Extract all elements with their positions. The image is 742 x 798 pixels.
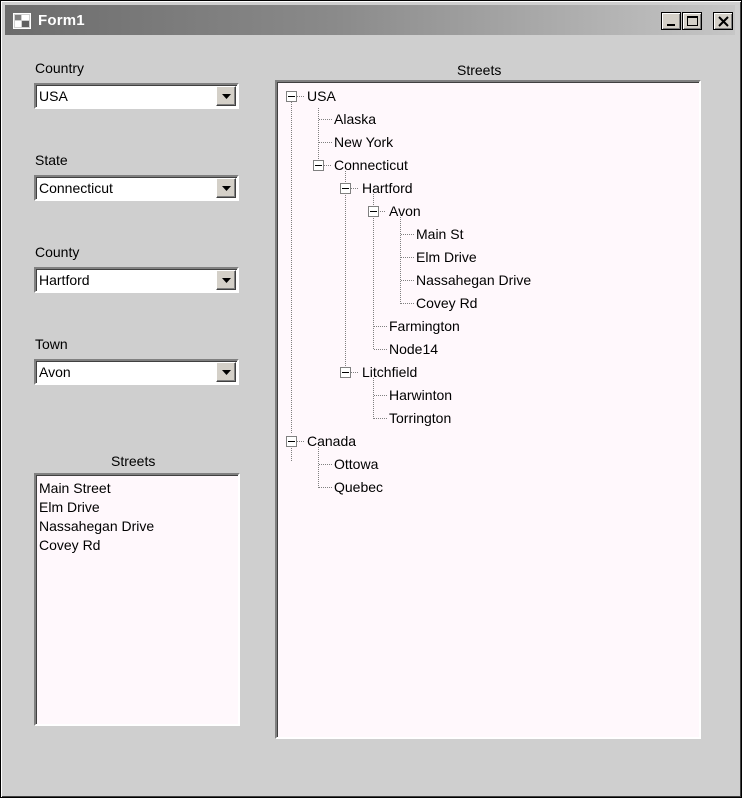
country-label: Country	[35, 60, 85, 76]
chevron-down-icon	[222, 278, 231, 283]
list-item[interactable]: Nassahegan Drive	[39, 518, 155, 534]
county-dropdown-button[interactable]	[216, 270, 236, 290]
minimize-icon	[662, 13, 682, 31]
county-value: Hartford	[39, 272, 90, 288]
tree-node-canada[interactable]: Canada	[307, 433, 357, 449]
state-label: State	[35, 152, 68, 168]
tree-node-alaska[interactable]: Alaska	[334, 111, 377, 127]
tree-node-covey-rd[interactable]: Covey Rd	[416, 295, 478, 311]
streets-list-label: Streets	[111, 453, 156, 469]
collapse-avon-icon[interactable]	[368, 206, 379, 217]
town-value: Avon	[39, 364, 71, 380]
tree-connector-lines	[277, 82, 699, 737]
tree-node-farmington[interactable]: Farmington	[389, 318, 460, 334]
country-value: USA	[39, 88, 68, 104]
tree-node-elm-drive[interactable]: Elm Drive	[416, 249, 477, 265]
town-dropdown-button[interactable]	[216, 362, 236, 382]
country-combo[interactable]	[34, 83, 239, 109]
tree-node-nassahegan-drive[interactable]: Nassahegan Drive	[416, 272, 532, 288]
tree-node-main-st[interactable]: Main St	[416, 226, 464, 242]
collapse-hartford-icon[interactable]	[340, 183, 351, 194]
state-dropdown-button[interactable]	[216, 178, 236, 198]
tree-node-hartford[interactable]: Hartford	[362, 180, 413, 196]
county-label: County	[35, 244, 80, 260]
town-combo[interactable]	[34, 359, 239, 385]
tree-node-harwinton[interactable]: Harwinton	[389, 387, 453, 403]
tree-node-new-york[interactable]: New York	[334, 134, 394, 150]
country-dropdown-button[interactable]	[216, 86, 236, 106]
maximize-button[interactable]	[682, 12, 702, 30]
tree-node-torrington[interactable]: Torrington	[389, 410, 452, 426]
collapse-litchfield-icon[interactable]	[340, 367, 351, 378]
tree-node-ottowa[interactable]: Ottowa	[334, 456, 379, 472]
maximize-icon	[683, 13, 703, 31]
tree-node-litchfield[interactable]: Litchfield	[362, 364, 418, 380]
window-title: Form1	[38, 12, 85, 29]
streets-tree-label: Streets	[457, 62, 502, 78]
chevron-down-icon	[222, 186, 231, 191]
streets-treeview[interactable]	[275, 80, 701, 739]
state-value: Connecticut	[39, 180, 113, 196]
title-bar[interactable]	[5, 5, 735, 35]
collapse-connecticut-icon[interactable]	[313, 160, 324, 171]
town-label: Town	[35, 336, 68, 352]
list-item[interactable]: Elm Drive	[39, 499, 100, 515]
list-item[interactable]: Covey Rd	[39, 537, 101, 553]
list-item[interactable]: Main Street	[39, 480, 111, 496]
tree-node-connecticut[interactable]: Connecticut	[334, 157, 408, 173]
tree-node-quebec[interactable]: Quebec	[334, 479, 384, 495]
chevron-down-icon	[222, 94, 231, 99]
tree-node-avon[interactable]: Avon	[389, 203, 421, 219]
collapse-canada-icon[interactable]	[286, 436, 297, 447]
chevron-down-icon	[222, 370, 231, 375]
tree-node-node14[interactable]: Node14	[389, 341, 439, 357]
close-icon	[714, 13, 734, 31]
form-app-icon[interactable]	[13, 13, 31, 29]
state-combo[interactable]	[34, 175, 239, 201]
county-combo[interactable]	[34, 267, 239, 293]
minimize-button[interactable]	[661, 12, 681, 30]
close-button[interactable]	[713, 12, 733, 30]
collapse-usa-icon[interactable]	[286, 91, 297, 102]
tree-node-usa[interactable]: USA	[307, 88, 336, 104]
streets-listbox[interactable]	[34, 473, 240, 726]
